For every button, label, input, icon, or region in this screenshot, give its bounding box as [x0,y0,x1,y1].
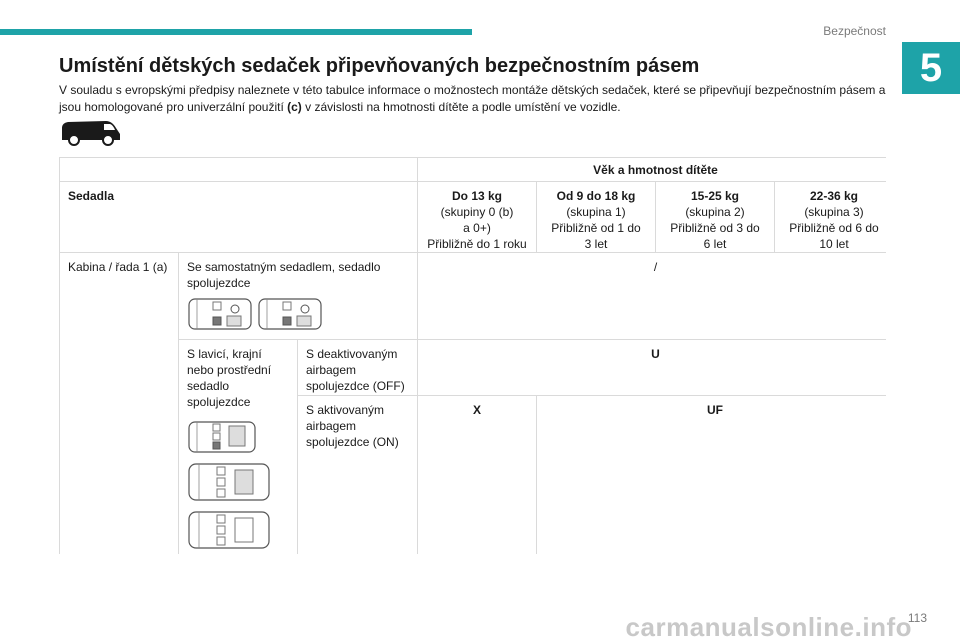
page-title: Umístění dětských sedaček připevňovaných bezpečnostním pásem [59,55,700,77]
group-line: 10 let [819,237,849,251]
page-number: 113 [907,611,927,625]
row1-value: / [418,253,893,339]
intro-paragraph [59,82,889,116]
seat-layout-diagram [187,420,257,454]
seat-layout-diagram [187,462,271,502]
watermark: carmanualsonline.info [625,612,912,642]
row2b-description: S aktivovaným airbagem spolujezdce (ON) [298,396,417,559]
row1-text: Se samostatným sedadlem, sedadlo spolujezdce [187,260,381,290]
group-line: 6 let [703,237,727,251]
table-corner [60,158,417,181]
seat-layout-diagram [187,510,271,550]
row2-description [179,340,297,559]
intro-text-after: v závislosti na hmotnosti dítěte a podle umístění ve vozidle. [301,100,621,114]
row2b-value-group0: X [418,396,536,559]
group-line: (skupina 1) [566,205,626,219]
group-line: Přibližně do 1 roku [427,237,527,251]
van-side-icon [60,118,122,146]
group-weight: 22-36 kg [809,189,859,203]
top-accent-bar [0,29,472,35]
group-header [418,182,536,252]
seats-header: Sedadla [60,182,417,252]
group-weight: 15-25 kg [690,189,740,203]
group-line: (skupina 2) [685,205,745,219]
group-line: Přibližně od 6 do [789,221,879,235]
group-line: Přibližně od 3 do [670,221,760,235]
row1-description [179,253,417,339]
row2-text: S lavicí, krajní nebo prostřední sedadlo spolujezdce [187,347,272,409]
row2b-value-rest: UF [537,396,893,559]
group-weight: Do 13 kg [451,189,502,203]
seat-layout-diagram [187,297,253,331]
row2a-value: U [418,340,893,395]
intro-text-bold: (c) [287,100,302,114]
group-header [775,182,893,252]
chapter-tab: 5 [902,42,960,94]
row2a-description: S deaktivovaným airbagem spolujezdce (OFF) [298,340,417,395]
group-line: a 0+) [463,221,491,235]
intro-text-before: V souladu s evropskými předpisy naleznete v této tabulce informace o možnostech montáže dětských sedaček, které se připevňují bezpečnostním pásem a jsou homologované pro univerzální použití [59,83,886,114]
group-line: Přibližně od 1 do [551,221,641,235]
group-line: (skupina 3) [804,205,864,219]
section-name: Bezpečnost [823,24,886,38]
group-line: (skupiny 0 (b) [440,205,514,219]
group-weight: Od 9 do 18 kg [556,189,636,203]
row-location: Kabina / řada 1 (a) [60,253,178,559]
child-seat-table [59,157,886,554]
group-header [537,182,655,252]
group-line: 3 let [584,237,608,251]
seat-layout-diagram [257,297,323,331]
age-weight-header: Věk a hmotnost dítěte [418,158,893,181]
group-header [656,182,774,252]
